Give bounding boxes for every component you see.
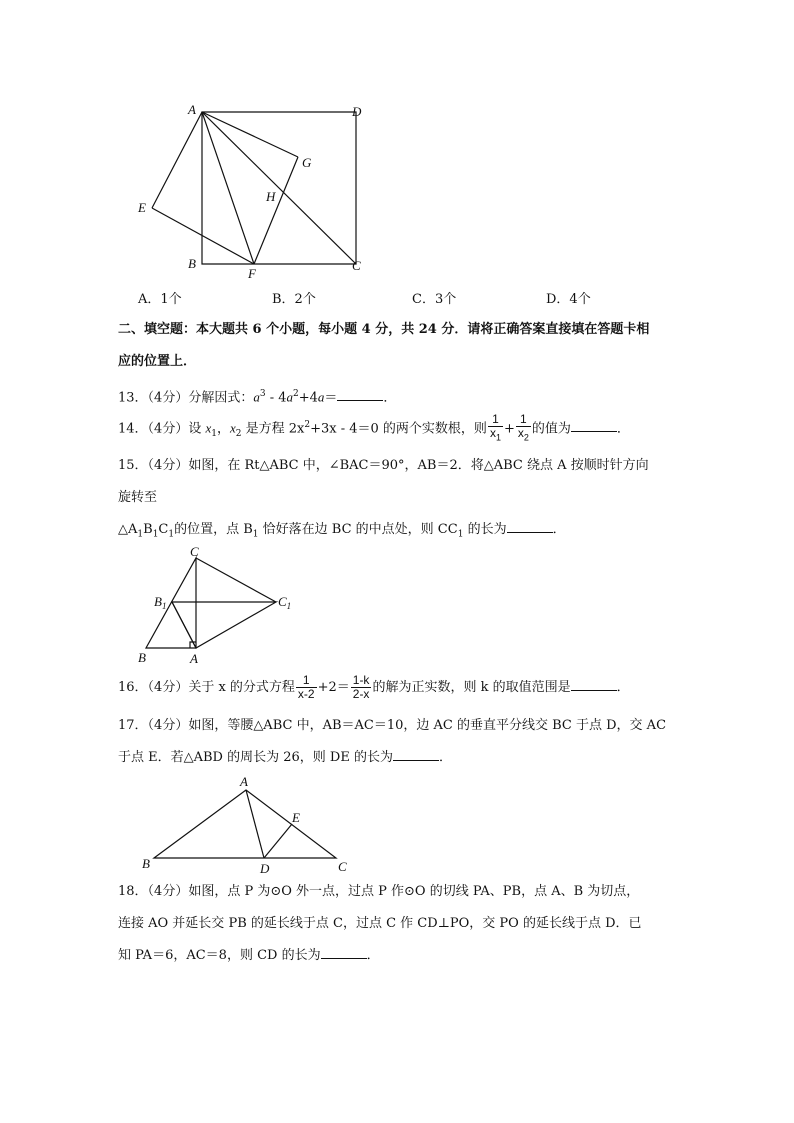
q14-sub1: 1 [211,428,217,439]
answer-blank-14 [571,419,617,432]
q18-line3-text: 知 PA＝6，AC＝8，则 CD 的长为 [118,948,321,963]
label-b: B [188,256,196,271]
q13-end: ． [383,390,397,406]
q14-mid2: +3x - 4＝0 的两个实数根，则 [310,421,487,437]
q14-fraction-1 [488,413,503,444]
q15-l3c: C [158,522,169,537]
answer-blank-17 [393,748,439,761]
q15-l3e: 恰好落在边 BC 的中点处，则 CC [258,522,458,537]
question-15-line1: 15．（4分）如图，在 Rt△ABC 中，∠BAC＝90°，AB＝2．将△ABC 绕点 A 按顺时针方向 [118,458,649,473]
q13-equals: ＝ [324,390,338,406]
segment-ad [246,790,264,858]
q16-prefix: 16．（4分）关于 x 的分式方程 [118,680,295,695]
label-a: A [188,102,196,117]
q15-l3f: 的长为 [463,522,507,537]
q14-f1-den-x: x [489,426,496,441]
segment-ef [152,208,254,264]
segment-ac [202,112,356,264]
q14-mid: 是方程 2x [241,421,305,437]
label-a: A [190,651,198,666]
label-c1-main: C [278,594,287,609]
q14-x2: x [229,420,236,436]
answer-blank-15 [507,520,553,533]
isosceles-figure [136,772,356,880]
q13-exp3: 3 [259,389,266,399]
q16-f2-num: 1-k [352,673,370,687]
q15-l3d: 的位置，点 B [174,522,253,537]
segment-ag [202,112,298,157]
q16-f2-den: 2-x [352,687,370,701]
segment-cc1 [196,558,276,602]
q18-stop: ． [366,948,380,963]
q16-plus: +2＝ [317,680,350,695]
triangle-ab1c1 [172,602,276,648]
q14-f1-den [488,427,503,444]
q16-f1-den: x-2 [297,687,315,701]
question-18-line3 [118,946,380,966]
q13-var-a1: a [253,389,260,405]
q17-line2-text: 于点 E．若△ABD 的周长为 26，则 DE 的长为 [118,750,393,765]
question-18-line1: 18．（4分）如图，点 P 为⊙O 外一点，过点 P 作⊙O 的切线 PA、PB，点 A、B 为切点， [118,884,640,899]
label-b: B [142,856,150,871]
label-e: E [292,810,300,825]
label-c1-sub: 1 [286,601,292,611]
choice-b: B．2个 [272,292,316,307]
label-b1-main: B [154,594,162,609]
q16-fraction-2 [351,674,372,701]
q16-stop: ． [616,680,630,695]
q15-l3a: △A [118,522,138,537]
q14-x1: x [205,420,212,436]
segment-b1a [172,602,196,648]
q14-comma: ， [216,421,230,437]
q16-end: 的解为正实数，则 k 的取值范围是 [372,680,571,695]
label-c: C [190,544,199,559]
q14-f2-den [516,427,531,444]
section-heading-line1: 二、填空题：本大题共 6 个小题，每小题 4 分，共 24 分．请将正确答案直接填在答题卡相 [118,322,650,337]
question-16 [118,674,630,701]
q14-f2-num: 1 [516,413,531,427]
q13-prefix: 13．（4分）分解因式： [118,390,254,406]
label-a: A [240,774,248,789]
question-13 [118,384,396,408]
q15-l3s5: 1 [457,529,464,540]
q15-stop: ． [552,522,566,537]
label-h: H [266,189,276,204]
label-c: C [352,258,361,273]
label-f: F [248,266,256,280]
rotation-figure [130,542,300,668]
q14-square: 2 [304,420,311,430]
q14-f2-den-x: x [517,426,524,441]
label-d: D [352,104,362,119]
q13-var-a3: a [317,389,325,405]
q14-end: 的值为 [531,421,571,437]
choice-c: C．3个 [412,292,457,307]
triangle-abc [154,790,336,858]
q16-fraction-1 [296,674,317,701]
label-d: D [260,861,270,876]
q14-fraction-2 [516,413,531,444]
answer-blank-18 [321,946,367,959]
question-17-line2 [118,748,452,768]
q14-prefix: 14．（4分）设 [118,421,206,437]
q14-stop: ． [616,421,630,437]
q15-l3b: B [143,522,153,537]
answer-blank-13 [337,388,383,401]
q14-plus: + [503,421,515,437]
section-heading-line2: 应的位置上． [118,354,197,369]
label-b1 [154,594,166,611]
segment-fg [254,157,298,264]
label-e: E [138,200,146,215]
q16-f1-num: 1 [296,674,317,688]
q13-var-a2: a [286,389,293,405]
label-b: B [138,650,146,665]
q15-l3s1: 1 [137,529,144,540]
question-18-line2: 连接 AO 并延长交 PB 的延长线于点 C，过点 C 作 CD⊥PO，交 PO 的延长线于点 D．已 [118,916,642,931]
question-15-line3 [118,520,566,545]
label-g: G [302,155,312,170]
choice-a: A．1个 [138,292,182,307]
label-c1 [278,594,291,611]
q13-term3: +4 [298,390,318,406]
q15-l3s4: 1 [252,529,259,540]
segment-af [202,112,254,264]
question-15-line2: 旋转至 [118,490,158,505]
q14-sub2: 2 [235,428,242,439]
q13-exp2: 2 [293,389,299,399]
q14-f2-den-sub: 2 [523,432,529,443]
choice-d: D．4个 [546,292,591,307]
segment-ae [152,112,202,208]
q14-f1-num: 1 [488,413,503,427]
square-figure [130,100,380,280]
q14-f1-den-sub: 1 [495,432,501,443]
answer-blank-16 [571,678,617,691]
question-17-line1: 17．（4分）如图，等腰△ABC 中，AB＝AC＝10，边 AC 的垂直平分线交 BC 于点 D，交 AC [118,718,667,733]
label-c: C [338,859,347,874]
q15-l3s3: 1 [168,529,175,540]
q17-stop: ． [438,750,452,765]
q13-term2: - 4 [265,390,287,406]
segment-de [264,824,292,858]
label-b1-sub: 1 [161,601,167,611]
q15-l3s2: 1 [152,529,159,540]
question-14 [118,412,630,447]
